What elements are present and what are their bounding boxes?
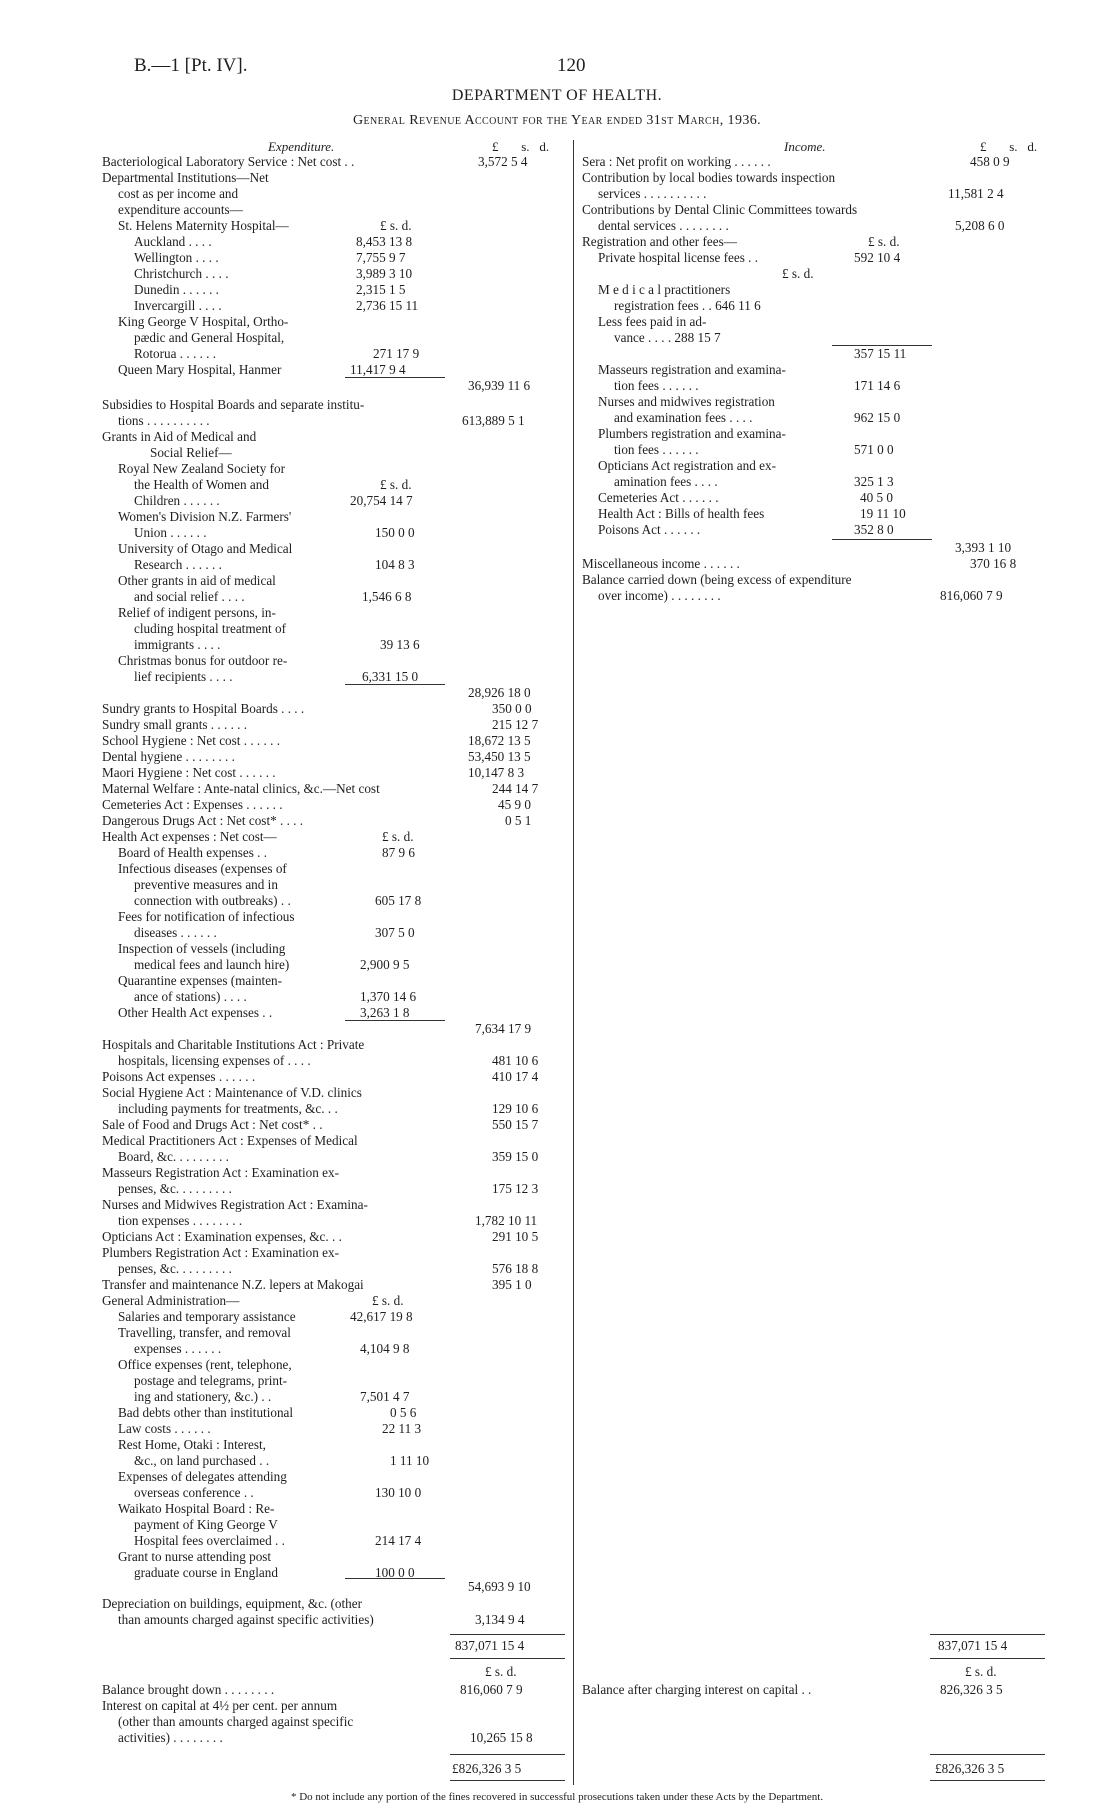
inc-line-amount: £ s. d. — [965, 1664, 997, 1679]
inc-line-text: Nurses and midwives registration — [598, 394, 775, 409]
exp-line-text: Opticians Act : Examination expenses, &c. . . — [102, 1229, 342, 1244]
exp-line-subamount: 87 9 6 — [382, 845, 415, 860]
exp-line-text: Children . . . . . . — [134, 493, 220, 508]
inc-line-text: Contribution by local bodies towards inspection — [582, 170, 836, 185]
exp-line-text: including payments for treatments, &c. . . — [118, 1101, 338, 1116]
inc-line-text: Balance after charging interest on capital . . — [582, 1682, 812, 1697]
exp-line-amount: 36,939 11 6 — [468, 378, 531, 393]
exp-line-text: Departmental Institutions—Net — [102, 170, 269, 185]
exp-line-text: Inspection of vessels (including — [118, 941, 286, 956]
exp-line-amount: 613,889 5 1 — [462, 413, 525, 428]
inc-line-subamount: 962 15 0 — [854, 410, 901, 425]
exp-line-subamount: 150 0 0 — [375, 525, 415, 540]
exp-line-subamount: 307 5 0 — [375, 925, 415, 940]
exp-line-amount: £ s. d. — [485, 1664, 517, 1679]
exp-line-text: cluding hospital treatment of — [134, 621, 286, 636]
exp-line-text: Quarantine expenses (mainten- — [118, 973, 283, 988]
inc-line-amount: 3,393 1 10 — [955, 540, 1012, 555]
exp-line-subamount: 2,315 1 5 — [356, 282, 406, 297]
inc-line-text: Sera : Net profit on working . . . . . . — [582, 154, 771, 169]
inc-line-subamount: 40 5 0 — [860, 490, 893, 505]
exp-line-subamount: 39 13 6 — [380, 637, 420, 652]
pence-symbol: d. — [539, 139, 550, 154]
exp-line-subamount: 214 17 4 — [375, 1533, 422, 1548]
exp-line-amount: 7,634 17 9 — [475, 1021, 532, 1036]
expenditure-heading: Expenditure. — [268, 139, 335, 154]
shillings-symbol: s. — [521, 139, 530, 154]
page-title: DEPARTMENT OF HEALTH. — [451, 87, 663, 104]
exp-line-text: Rotorua . . . . . . — [134, 346, 217, 361]
shillings-symbol: s. — [1009, 139, 1018, 154]
exp-line-text: Depreciation on buildings, equipment, &c. (other — [102, 1596, 363, 1611]
rule — [450, 1658, 565, 1659]
inc-line-text: Balance carried down (being excess of expenditure — [582, 572, 852, 587]
rule — [930, 1754, 1045, 1755]
exp-line-text: King George V Hospital, Ortho- — [118, 314, 289, 329]
exp-line-text: Other Health Act expenses . . — [118, 1005, 273, 1020]
exp-line-text: penses, &c. . . . . . . . . — [118, 1181, 232, 1196]
column-divider — [573, 140, 574, 1785]
exp-line-subamount: 20,754 14 7 — [350, 493, 413, 508]
exp-line-text: Invercargill . . . . — [134, 298, 222, 313]
exp-line-amount: 129 10 6 — [492, 1101, 539, 1116]
exp-line-amount: 28,926 18 0 — [468, 685, 531, 700]
exp-line-text: Interest on capital at 4½ per cent. per annum — [102, 1698, 338, 1713]
exp-line-text: Christchurch . . . . — [134, 266, 229, 281]
exp-line-text: ance of stations) . . . . — [134, 989, 247, 1004]
exp-line-subamount: 11,417 9 4 — [350, 362, 406, 377]
exp-line-amount: 175 12 3 — [492, 1181, 539, 1196]
exp-line-text: Sundry grants to Hospital Boards . . . . — [102, 701, 305, 716]
exp-line-text: Bad debts other than institutional — [118, 1405, 294, 1420]
exp-line-subamount: 7,755 9 7 — [356, 250, 406, 265]
pence-symbol: d. — [1027, 139, 1038, 154]
exp-line-text: General Administration— — [102, 1293, 240, 1308]
exp-line-text: Other grants in aid of medical — [118, 573, 276, 588]
rule — [450, 1754, 565, 1755]
inc-line-text: tion fees . . . . . . — [614, 378, 699, 393]
exp-line-amount: 350 0 0 — [492, 701, 532, 716]
exp-line-text: Poisons Act expenses . . . . . . — [102, 1069, 256, 1084]
exp-line-amount: 837,071 15 4 — [455, 1638, 525, 1653]
exp-line-text: Grants in Aid of Medical and — [102, 429, 257, 444]
exp-line-text: Expenses of delegates attending — [118, 1469, 287, 1484]
rule — [930, 1658, 1045, 1659]
exp-line-text: graduate course in England — [134, 1565, 278, 1580]
exp-line-text: Medical Practitioners Act : Expenses of Medical — [102, 1133, 358, 1148]
exp-line-amount: 1,782 10 11 — [475, 1213, 538, 1228]
exp-line-text: Travelling, transfer, and removal — [118, 1325, 291, 1340]
page-number: 120 — [557, 55, 586, 76]
exp-line-amount: £826,326 3 5 — [452, 1761, 522, 1776]
exp-line-text: hospitals, licensing expenses of . . . . — [118, 1053, 311, 1068]
exp-line-text: Board, &c. . . . . . . . . — [118, 1149, 229, 1164]
exp-line-subamount: 7,501 4 7 — [360, 1389, 410, 1404]
exp-line-amount: 18,672 13 5 — [468, 733, 531, 748]
exp-line-text: Social Relief— — [150, 445, 232, 460]
inc-line-text: M e d i c a l practitioners — [598, 282, 731, 297]
inc-line-text: services . . . . . . . . . . — [598, 186, 707, 201]
exp-line-amount: 0 5 1 — [505, 813, 532, 828]
exp-line-text: St. Helens Maternity Hospital— — [118, 218, 289, 233]
exp-line-text: Fees for notification of infectious — [118, 909, 295, 924]
inc-line-text: Cemeteries Act . . . . . . — [598, 490, 719, 505]
exp-line-text: Salaries and temporary assistance — [118, 1309, 296, 1324]
header-left: B.—1 [Pt. IV]. — [134, 55, 248, 76]
exp-line-text: overseas conference . . — [134, 1485, 254, 1500]
exp-line-text: activities) . . . . . . . . — [118, 1730, 223, 1745]
exp-line-text: Auckland . . . . — [134, 234, 212, 249]
exp-line-text: Maternal Welfare : Ante-natal clinics, &c.—Net cost — [102, 781, 380, 796]
exp-line-amount: 291 10 5 — [492, 1229, 539, 1244]
exp-line-amount: 395 1 0 — [492, 1277, 532, 1292]
exp-line-text: Masseurs Registration Act : Examination ex- — [102, 1165, 339, 1180]
inc-line-text: Contributions by Dental Clinic Committees towards — [582, 202, 858, 217]
exp-line-text: Christmas bonus for outdoor re- — [118, 653, 288, 668]
exp-line-text: Hospitals and Charitable Institutions Act : Private — [102, 1037, 365, 1052]
exp-line-subamount: £ s. d. — [382, 829, 414, 844]
inc-line-text: Miscellaneous income . . . . . . — [582, 556, 740, 571]
exp-line-subamount: £ s. d. — [372, 1293, 404, 1308]
exp-line-amount: 215 12 7 — [492, 717, 539, 732]
inc-line-subamount: 357 15 11 — [854, 346, 907, 361]
exp-line-text: Balance brought down . . . . . . . . — [102, 1682, 275, 1697]
exp-line-text: (other than amounts charged against specific — [118, 1714, 354, 1729]
inc-currency-head — [980, 139, 1037, 155]
exp-line-text: University of Otago and Medical — [118, 541, 293, 556]
exp-line-text: Board of Health expenses . . — [118, 845, 268, 860]
exp-line-text: Women's Division N.Z. Farmers' — [118, 509, 292, 524]
exp-line-text: and social relief . . . . — [134, 589, 245, 604]
exp-line-text: Waikato Hospital Board : Re- — [118, 1501, 275, 1516]
inc-line-text: Registration and other fees— — [582, 234, 737, 249]
inc-line-amount: 826,326 3 5 — [940, 1682, 1003, 1697]
exp-line-amount: 53,450 13 5 — [468, 749, 531, 764]
inc-line-subamount: 571 0 0 — [854, 442, 894, 457]
exp-line-text: Sundry small grants . . . . . . — [102, 717, 248, 732]
exp-line-text: Dental hygiene . . . . . . . . — [102, 749, 235, 764]
exp-line-subamount: 0 5 6 — [390, 1405, 417, 1420]
inc-line-amount: 11,581 2 4 — [948, 186, 1004, 201]
exp-line-subamount: 2,900 9 5 — [360, 957, 410, 972]
exp-line-subamount: 605 17 8 — [375, 893, 422, 908]
exp-line-text: Subsidies to Hospital Boards and separate institu- — [102, 397, 365, 412]
income-heading: Income. — [784, 139, 826, 154]
inc-line-text: Health Act : Bills of health fees — [598, 506, 765, 521]
exp-currency-head — [492, 139, 549, 155]
exp-line-text: lief recipients . . . . — [134, 669, 233, 684]
exp-line-text: expenses . . . . . . — [134, 1341, 222, 1356]
exp-line-text: Nurses and Midwives Registration Act : Examina- — [102, 1197, 368, 1212]
exp-line-text: expenditure accounts— — [118, 202, 243, 217]
exp-line-amount: 54,693 9 10 — [468, 1579, 531, 1594]
exp-line-subamount: 1 11 10 — [390, 1453, 430, 1468]
rule — [345, 684, 445, 685]
exp-line-text: Relief of indigent persons, in- — [118, 605, 276, 620]
exp-line-subamount: 8,453 13 8 — [356, 234, 413, 249]
exp-line-text: connection with outbreaks) . . — [134, 893, 291, 908]
exp-line-text: tion expenses . . . . . . . . — [118, 1213, 243, 1228]
exp-line-text: &c., on land purchased . . — [134, 1453, 270, 1468]
exp-line-subamount: 130 10 0 — [375, 1485, 422, 1500]
inc-line-subamount: 352 8 0 — [854, 522, 894, 537]
rule — [345, 377, 445, 378]
exp-line-text: Wellington . . . . — [134, 250, 219, 265]
inc-line-amount: 837,071 15 4 — [938, 1638, 1008, 1653]
exp-line-text: the Health of Women and — [134, 477, 269, 492]
inc-line-subamount: £ s. d. — [868, 234, 900, 249]
exp-line-text: Dangerous Drugs Act : Net cost* . . . . — [102, 813, 304, 828]
inc-line-text: vance . . . . 288 15 7 — [614, 330, 721, 345]
inc-line-text: £ s. d. — [782, 266, 814, 281]
exp-line-text: than amounts charged against specific activities) — [118, 1612, 374, 1627]
exp-line-text: penses, &c. . . . . . . . . — [118, 1261, 232, 1276]
inc-line-amount: 458 0 9 — [970, 154, 1010, 169]
exp-line-subamount: 271 17 9 — [373, 346, 420, 361]
exp-line-subamount: 104 8 3 — [375, 557, 415, 572]
exp-line-text: Law costs . . . . . . — [118, 1421, 211, 1436]
exp-line-text: Sale of Food and Drugs Act : Net cost* . . — [102, 1117, 323, 1132]
inc-line-text: tion fees . . . . . . — [614, 442, 699, 457]
exp-line-text: Cemeteries Act : Expenses . . . . . . — [102, 797, 283, 812]
inc-line-text: dental services . . . . . . . . — [598, 218, 729, 233]
footnote: * Do not include any portion of the fines recovered in successful prosecutions taken under these Acts by the Department. — [290, 1791, 824, 1803]
page-subtitle: General Revenue Account for the Year ended 31st March, 1936. — [352, 113, 762, 128]
exp-line-text: diseases . . . . . . — [134, 925, 217, 940]
inc-line-text: registration fees . . 646 11 6 — [614, 298, 761, 313]
rule — [450, 1634, 565, 1635]
rule — [832, 539, 932, 540]
exp-line-amount: 45 9 0 — [498, 797, 531, 812]
exp-line-amount: 359 15 0 — [492, 1149, 539, 1164]
exp-line-amount: 576 18 8 — [492, 1261, 539, 1276]
exp-line-subamount: 3,989 3 10 — [356, 266, 413, 281]
exp-line-amount: 816,060 7 9 — [460, 1682, 523, 1697]
exp-line-subamount: 1,546 6 8 — [362, 589, 412, 604]
inc-line-subamount: 325 1 3 — [854, 474, 894, 489]
exp-line-text: Rest Home, Otaki : Interest, — [118, 1437, 266, 1452]
exp-line-amount: 3,134 9 4 — [475, 1612, 525, 1627]
exp-line-text: Health Act expenses : Net cost— — [102, 829, 277, 844]
inc-line-amount: 816,060 7 9 — [940, 588, 1003, 603]
exp-line-text: Bacteriological Laboratory Service : Net cost . . — [102, 154, 355, 169]
exp-line-text: Transfer and maintenance N.Z. lepers at Makogai — [102, 1277, 364, 1292]
exp-line-text: Royal New Zealand Society for — [118, 461, 285, 476]
inc-line-text: Opticians Act registration and ex- — [598, 458, 776, 473]
inc-line-text: Plumbers registration and examina- — [598, 426, 786, 441]
exp-line-text: Research . . . . . . — [134, 557, 222, 572]
exp-line-text: Union . . . . . . — [134, 525, 207, 540]
rule — [345, 1020, 445, 1021]
exp-line-amount: 3,572 5 4 — [478, 154, 528, 169]
inc-line-amount: 5,208 6 0 — [955, 218, 1005, 233]
inc-line-text: over income) . . . . . . . . — [598, 588, 721, 603]
exp-line-text: immigrants . . . . — [134, 637, 221, 652]
exp-line-text: medical fees and launch hire) — [134, 957, 290, 972]
exp-line-amount: 550 15 7 — [492, 1117, 539, 1132]
exp-line-text: Social Hygiene Act : Maintenance of V.D. clinics — [102, 1085, 362, 1100]
exp-line-text: preventive measures and in — [134, 877, 278, 892]
inc-line-subamount: 19 11 10 — [860, 506, 906, 521]
exp-line-text: Queen Mary Hospital, Hanmer — [118, 362, 282, 377]
inc-line-text: amination fees . . . . — [614, 474, 718, 489]
inc-line-subamount: 592 10 4 — [854, 250, 901, 265]
inc-line-subamount: 171 14 6 — [854, 378, 901, 393]
rule — [930, 1780, 1045, 1781]
exp-line-text: Hospital fees overclaimed . . — [134, 1533, 285, 1548]
inc-line-amount: £826,326 3 5 — [935, 1761, 1005, 1776]
exp-line-subamount: 42,617 19 8 — [350, 1309, 413, 1324]
rule — [450, 1780, 565, 1781]
exp-line-amount: 10,147 8 3 — [468, 765, 525, 780]
exp-line-amount: 10,265 15 8 — [470, 1730, 533, 1745]
exp-line-text: Office expenses (rent, telephone, — [118, 1357, 292, 1372]
exp-line-text: cost as per income and — [118, 186, 239, 201]
exp-line-text: Maori Hygiene : Net cost . . . . . . — [102, 765, 276, 780]
exp-line-text: ing and stationery, &c.) . . — [134, 1389, 272, 1404]
exp-line-subamount: £ s. d. — [380, 218, 412, 233]
exp-line-amount: 410 17 4 — [492, 1069, 539, 1084]
exp-line-text: Infectious diseases (expenses of — [118, 861, 287, 876]
exp-line-subamount: 3,263 1 8 — [360, 1005, 410, 1020]
exp-line-subamount: 2,736 15 11 — [356, 298, 419, 313]
exp-line-text: Dunedin . . . . . . — [134, 282, 219, 297]
exp-line-subamount: £ s. d. — [380, 477, 412, 492]
exp-line-text: Grant to nurse attending post — [118, 1549, 272, 1564]
inc-line-text: Private hospital license fees . . — [598, 250, 759, 265]
pound-symbol: £ — [492, 139, 499, 154]
exp-line-text: Plumbers Registration Act : Examination ex- — [102, 1245, 339, 1260]
exp-line-text: tions . . . . . . . . . . — [118, 413, 210, 428]
exp-line-subamount: 6,331 15 0 — [362, 669, 419, 684]
exp-line-subamount: 4,104 9 8 — [360, 1341, 410, 1356]
inc-line-text: Poisons Act . . . . . . — [598, 522, 701, 537]
exp-line-text: School Hygiene : Net cost . . . . . . — [102, 733, 281, 748]
exp-line-text: postage and telegrams, print- — [134, 1373, 288, 1388]
inc-line-text: and examination fees . . . . — [614, 410, 753, 425]
exp-line-subamount: 100 0 0 — [375, 1565, 415, 1580]
exp-line-text: payment of King George V — [134, 1517, 278, 1532]
inc-line-text: Less fees paid in ad- — [598, 314, 707, 329]
pound-symbol: £ — [980, 139, 987, 154]
exp-line-amount: 244 14 7 — [492, 781, 539, 796]
exp-line-amount: 481 10 6 — [492, 1053, 539, 1068]
inc-line-text: Masseurs registration and examina- — [598, 362, 786, 377]
rule — [930, 1634, 1045, 1635]
inc-line-amount: 370 16 8 — [970, 556, 1017, 571]
exp-line-subamount: 22 11 3 — [382, 1421, 422, 1436]
exp-line-text: pædic and General Hospital, — [134, 330, 285, 345]
exp-line-subamount: 1,370 14 6 — [360, 989, 417, 1004]
